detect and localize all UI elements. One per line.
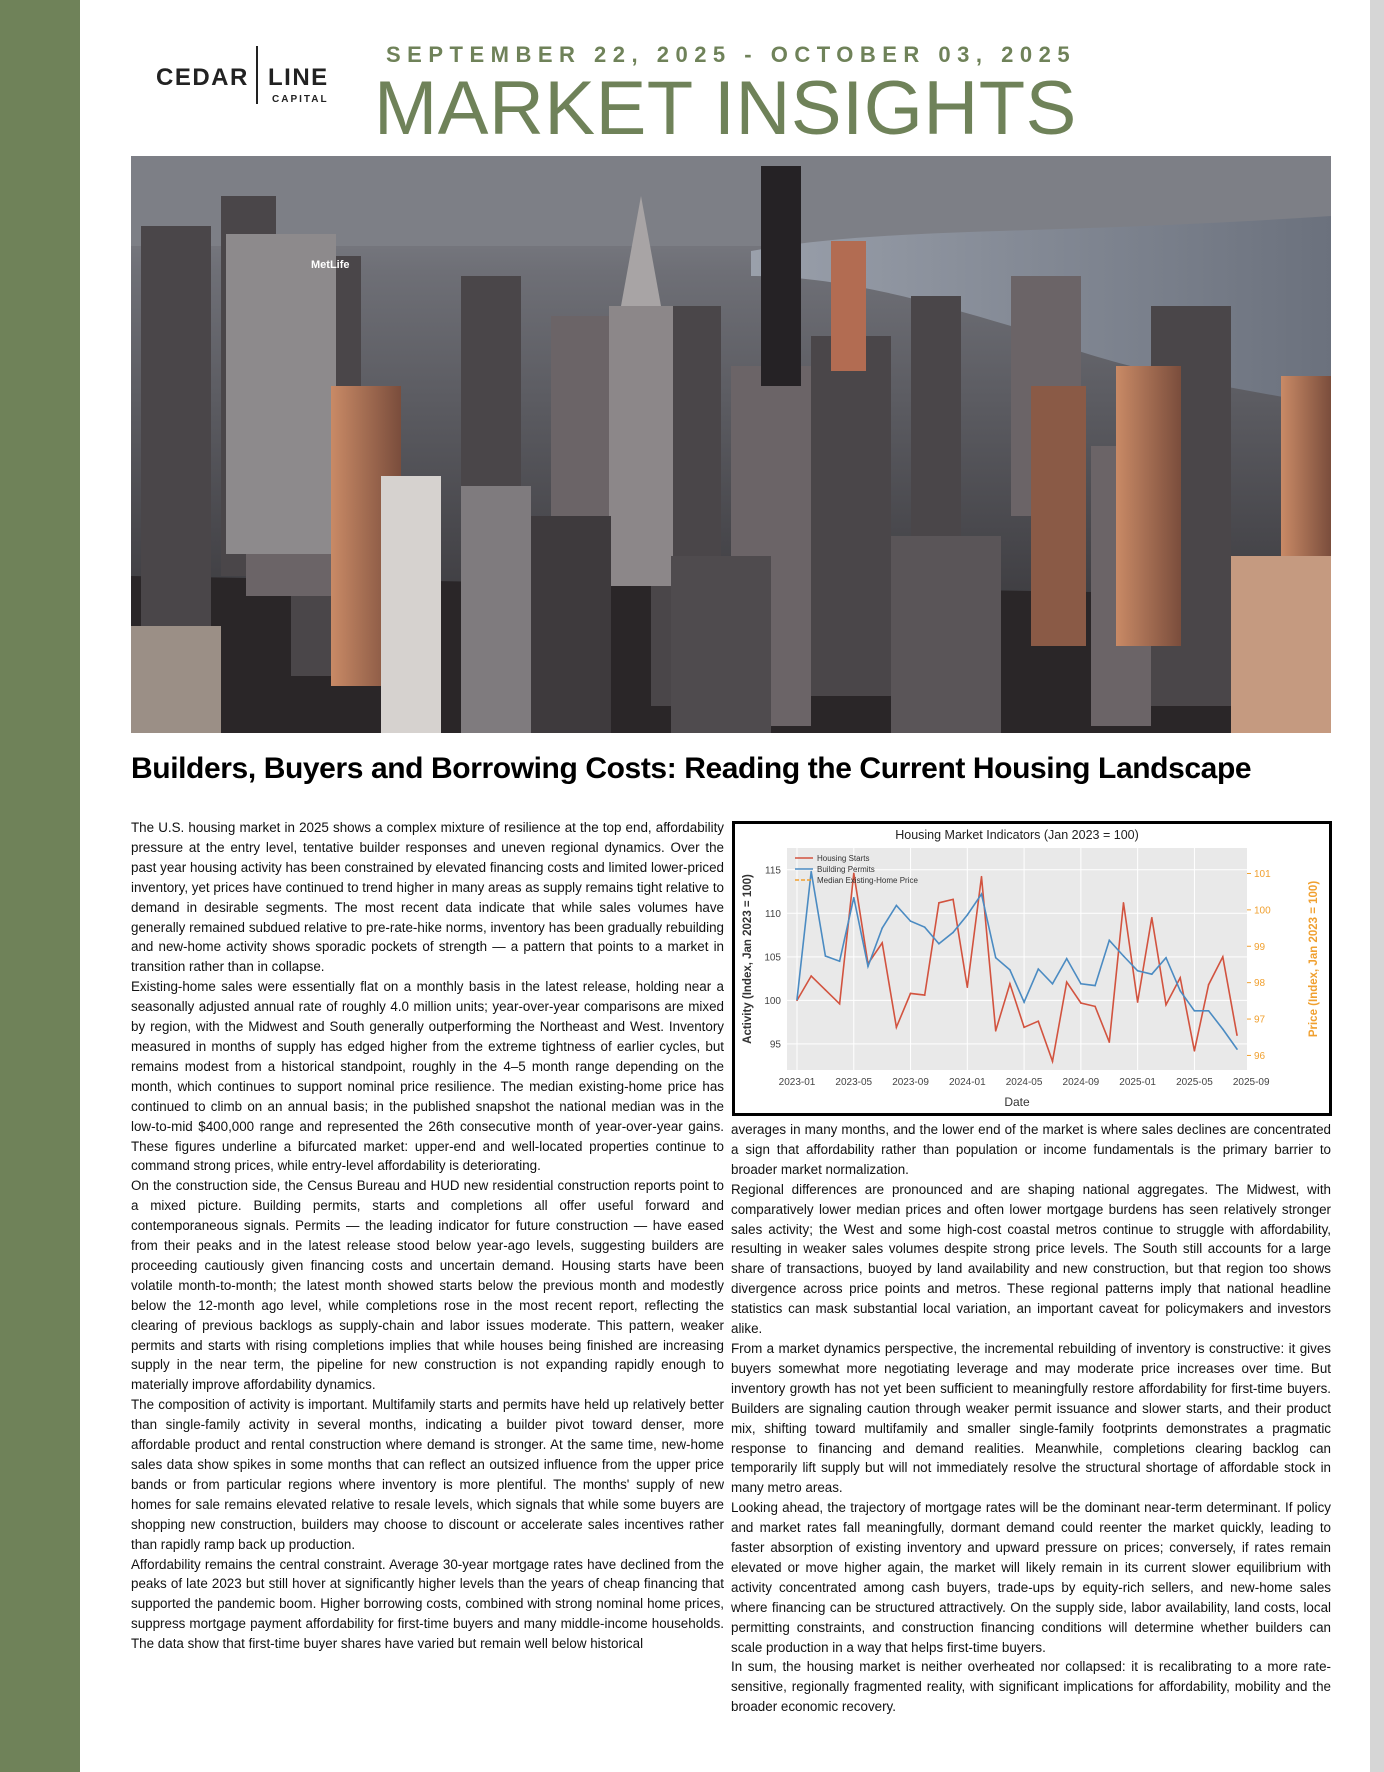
x-tick-label: 2024-01 bbox=[948, 1077, 986, 1088]
data-point-housing-starts bbox=[825, 989, 827, 991]
right-tick-label: 100 bbox=[1254, 905, 1271, 917]
data-point-housing-starts bbox=[1222, 956, 1224, 958]
y-tick-label: 105 bbox=[764, 952, 781, 964]
x-tick-label: 2024-09 bbox=[1062, 1077, 1100, 1088]
data-point-housing-starts bbox=[1052, 1060, 1054, 1062]
data-point-building-permits bbox=[796, 999, 798, 1001]
data-point-building-permits bbox=[1208, 1010, 1210, 1012]
article-headline: Builders, Buyers and Borrowing Costs: Reading the Current Housing Landscape bbox=[131, 752, 1252, 785]
data-point-housing-starts bbox=[952, 899, 954, 901]
y-tick-label: 115 bbox=[765, 865, 781, 877]
data-point-building-permits bbox=[1137, 970, 1139, 972]
data-point-building-permits bbox=[853, 897, 855, 899]
data-point-building-permits bbox=[1123, 955, 1125, 957]
data-point-housing-starts bbox=[1080, 1002, 1082, 1004]
data-point-building-permits bbox=[1094, 985, 1096, 987]
data-point-building-permits bbox=[1108, 939, 1110, 941]
x-tick-label: 2025-05 bbox=[1176, 1077, 1213, 1088]
data-point-housing-starts bbox=[1023, 1027, 1025, 1029]
data-point-building-permits bbox=[839, 960, 841, 962]
right-edge-bar bbox=[1370, 0, 1384, 1772]
data-point-housing-starts bbox=[839, 1003, 841, 1005]
paragraph: Regional differences are pronounced and are shaping national aggregates. The Midwest, with comparatively lower median prices and often lower mortgage burdens has seen relatively stronger sales activity; the West and some high-cost coastal metros continue to struggle with affordability, resulting in weaker sales volumes despite strong price levels. The South still accounts for a large share of transactions, buoyed by land availability and new construction, but that region too shows divergence across price points and metros. These regional patterns imply that national headline statistics can mask substantial local variation, an important caveat for policymakers and investors alike. bbox=[731, 1181, 1331, 1337]
y-tick-label: 110 bbox=[765, 908, 781, 920]
data-point-housing-starts bbox=[1165, 1004, 1167, 1006]
chart-canvas bbox=[735, 824, 1329, 1113]
data-point-building-permits bbox=[1194, 1010, 1196, 1012]
data-point-housing-starts bbox=[995, 1030, 997, 1032]
chart-title: Housing Market Indicators (Jan 2023 = 100) bbox=[895, 828, 1139, 842]
article-column-left bbox=[131, 818, 724, 1768]
data-point-building-permits bbox=[952, 932, 954, 934]
data-point-housing-starts bbox=[1137, 1001, 1139, 1003]
data-point-building-permits bbox=[810, 871, 812, 873]
paragraph: averages in many months, and the lower end of the market is where sales declines are concentrated a sign that affordability rather than population or income fundamentals is the primary barrier to broader market normalization. bbox=[731, 1122, 1331, 1177]
housing-indicators-chart bbox=[732, 821, 1332, 1116]
data-point-building-permits bbox=[1009, 969, 1011, 971]
article-column-right bbox=[731, 1120, 1331, 1772]
y-axis-label-right: Price (Index, Jan 2023 = 100) bbox=[1308, 880, 1320, 1038]
data-point-housing-starts bbox=[1179, 977, 1181, 979]
data-point-housing-starts bbox=[881, 942, 883, 944]
newsletter-page bbox=[80, 0, 1370, 1772]
data-point-building-permits bbox=[1066, 958, 1068, 960]
data-point-housing-starts bbox=[924, 994, 926, 996]
data-point-building-permits bbox=[1179, 990, 1181, 992]
data-point-housing-starts bbox=[938, 902, 940, 904]
paragraph: In sum, the housing market is neither overheated nor collapsed: it is recalibrating to a more rate-sensitive, regionally fragmented reality, with significant implications for affordability, mobility and the broader economic recovery. bbox=[731, 1659, 1331, 1715]
x-tick-label: 2025-01 bbox=[1119, 1077, 1156, 1088]
paragraph: The composition of activity is important. Multifamily starts and permits have held up relatively better than single-family activity in several months, indicating a builder pivot toward denser, more affordable product and rental construction where demand is stronger. At the same time, new-home sales data show spikes in some months that can reflect an outsized influence from the upper price bands or from particular regions where inventory is more plentiful. The months' supply of new homes for sale remains elevated relative to resale levels, which signals that while some buyers are shopping new construction, builders may choose to discount or accelerate sales incentives rather than rapidly ramp back up production. bbox=[131, 1397, 724, 1552]
x-tick-label: 2023-09 bbox=[892, 1077, 929, 1088]
left-accent-bar bbox=[0, 0, 80, 1772]
data-point-housing-starts bbox=[1009, 983, 1011, 985]
legend-label-building-permits: Building Permits bbox=[817, 865, 875, 874]
data-point-housing-starts bbox=[1151, 917, 1153, 919]
data-point-building-permits bbox=[995, 957, 997, 959]
data-point-building-permits bbox=[825, 955, 827, 957]
paragraph: The U.S. housing market in 2025 shows a complex mixture of resilience at the top end, affordability pressure at the entry level, tentative builder responses and uneven regional dynamics. Over the past year housing activity has been constrained by elevated financing costs and limited lower-priced inventory, yet prices have continued to trend higher in many areas as supply remains tight relative to demand in desirable segments. The most recent data indicate that while sales volumes have generally remained subdued relative to pre-rate-hike norms, inventory has been gradually rebuilding and new-home activity shows sporadic pockets of strength — a pattern that points to a market in transition rather than in collapse. bbox=[131, 820, 724, 975]
data-point-housing-starts bbox=[1123, 902, 1125, 904]
date-range: SEPTEMBER 22, 2025 - OCTOBER 03, 2025 bbox=[386, 42, 1077, 67]
x-axis-label: Date bbox=[1004, 1095, 1030, 1109]
data-point-building-permits bbox=[1165, 957, 1167, 959]
data-point-building-permits bbox=[1037, 968, 1039, 970]
x-tick-label: 2023-01 bbox=[778, 1077, 816, 1088]
x-tick-label: 2024-05 bbox=[1005, 1077, 1043, 1088]
data-point-building-permits bbox=[1080, 983, 1082, 985]
logo-divider bbox=[256, 46, 258, 104]
data-point-housing-starts bbox=[1108, 1041, 1110, 1043]
data-point-building-permits bbox=[967, 914, 969, 916]
data-point-housing-starts bbox=[1194, 1050, 1196, 1052]
logo-word-cedar: CEDAR bbox=[156, 64, 249, 91]
right-tick-label: 99 bbox=[1254, 941, 1266, 953]
x-tick-label: 2023-05 bbox=[835, 1077, 873, 1088]
data-point-housing-starts bbox=[1037, 1020, 1039, 1022]
data-point-building-permits bbox=[910, 920, 912, 922]
svg-text:MetLife: MetLife bbox=[311, 259, 350, 271]
data-point-housing-starts bbox=[910, 993, 912, 995]
y-tick-label: 100 bbox=[764, 995, 781, 1007]
brand-logo bbox=[156, 44, 334, 110]
data-point-building-permits bbox=[1151, 973, 1153, 975]
hero-image bbox=[131, 156, 1331, 733]
paragraph: Looking ahead, the trajectory of mortgage rates will be the dominant near-term determinant. If policy and market rates fall meaningfully, dormant demand could reenter the market quickly, leading to faster absorption of existing inventory and upward pressure on prices; conversely, if rates remain elevated or move higher again, the market will likely remain in its current slower equilibrium with activity concentrated among cash buyers, trade-ups by equity-rich sellers, and new-home sales where financing can be structured attractively. On the supply side, labor availability, land costs, local permitting constraints, and construction financing conditions will determine whether builders can scale production in a way that helps first-time buyers. bbox=[731, 1500, 1331, 1655]
legend-label-median-existing-home-price: Median Existing-Home Price bbox=[817, 876, 918, 885]
right-tick-label: 98 bbox=[1254, 978, 1266, 990]
data-point-housing-starts bbox=[967, 986, 969, 988]
y-tick-label: 95 bbox=[769, 1039, 781, 1051]
paragraph: Existing-home sales were essentially flat on a monthly basis in the latest release, holding near a seasonally adjusted annual rate of roughly 4.0 million units; year-over-year comparisons are mixed by region, with the Midwest and South generally outperforming the Northeast and West. Inventory measured in months of supply has edged higher from the extreme tightness of earlier cycles, but remains modest from a historical standpoint, roughly in the 4–5 month range depending on the month, which continues to support nominal price resilience. The median existing-home price has continued to climb on an annual basis; in the published snapshot the national median was in the low-to-mid $400,000 range and represented the 26th consecutive month of year-over-year gains. These figures underline a bifurcated market: upper-end and well-located properties continue to command strong prices, while entry-level affordability is deteriorating. bbox=[131, 979, 724, 1174]
logo-word-line: LINE bbox=[268, 64, 329, 91]
right-tick-label: 96 bbox=[1254, 1050, 1266, 1062]
logo-subtitle: CAPITAL bbox=[272, 94, 329, 105]
data-point-building-permits bbox=[1222, 1028, 1224, 1030]
data-point-housing-starts bbox=[896, 1027, 898, 1029]
right-tick-label: 97 bbox=[1254, 1014, 1266, 1026]
data-point-building-permits bbox=[1023, 1001, 1025, 1003]
paragraph: Affordability remains the central constraint. Average 30-year mortgage rates have declined from the peaks of late 2023 but still hover at significantly higher levels than the years of cheap financing that supported the pandemic boom. Higher borrowing costs, combined with strong nominal home prices, suppress mortgage payment affordability for first-time buyers and many middle-income households. The data show that first-time buyer shares have varied but remain well below historical bbox=[131, 1556, 724, 1652]
paragraph: From a market dynamics perspective, the incremental rebuilding of inventory is constructive: it gives buyers somewhat more negotiating leverage and may moderate price increases over time. But inventory growth has not yet been sufficient to meaningfully restore affordability for first-time buyers. Builders are signaling caution through weaker permit issuance and slower starts, and their product mix, shifting toward multifamily and smaller single-family footprints demonstrates a pragmatic response to financing and demand realities. Meanwhile, completions clearing backlog can temporarily lift supply but will not immediately resolve the structural shortage of affordable stock in many metro areas. bbox=[731, 1340, 1331, 1496]
page-title: MARKET INSIGHTS bbox=[374, 66, 1077, 151]
legend-label-housing-starts: Housing Starts bbox=[817, 854, 870, 863]
data-point-housing-starts bbox=[1236, 1034, 1238, 1036]
x-tick-label: 2025-09 bbox=[1232, 1077, 1270, 1088]
data-point-housing-starts bbox=[810, 975, 812, 977]
data-point-building-permits bbox=[867, 966, 869, 968]
data-point-building-permits bbox=[1236, 1048, 1238, 1050]
right-tick-label: 101 bbox=[1254, 868, 1271, 880]
data-point-building-permits bbox=[938, 943, 940, 945]
data-point-building-permits bbox=[1052, 983, 1054, 985]
data-point-housing-starts bbox=[1094, 1006, 1096, 1008]
data-point-building-permits bbox=[896, 905, 898, 907]
data-point-building-permits bbox=[981, 893, 983, 895]
data-point-building-permits bbox=[924, 926, 926, 928]
data-point-building-permits bbox=[881, 927, 883, 929]
data-point-housing-starts bbox=[981, 876, 983, 878]
data-point-housing-starts bbox=[1066, 981, 1068, 983]
paragraph: On the construction side, the Census Bureau and HUD new residential construction reports point to a mixed picture. Building permits, starts and completions all offer useful forward and contemporaneous signals. Permits — the leading indicator for future construction — have eased from their peaks and in the latest release stood below year-ago levels, suggesting builders are proceeding cautiously given financing costs and uncertain demand. Housing starts have been volatile month-to-month; the latest month showed starts below the previous month and modestly below the 12-month ago level, while completions rose in the most recent report, reflecting the clearing of previous backlogs as supply-chain and labor issues moderate. This pattern, weaker permits and starts with rising completions implies that while houses being finished are increasing supply in the near term, the pipeline for new construction is not expanding rapidly enough to materially improve affordability dynamics. bbox=[131, 1178, 724, 1393]
data-point-housing-starts bbox=[1208, 984, 1210, 986]
y-axis-label: Activity (Index, Jan 2023 = 100) bbox=[742, 874, 754, 1044]
